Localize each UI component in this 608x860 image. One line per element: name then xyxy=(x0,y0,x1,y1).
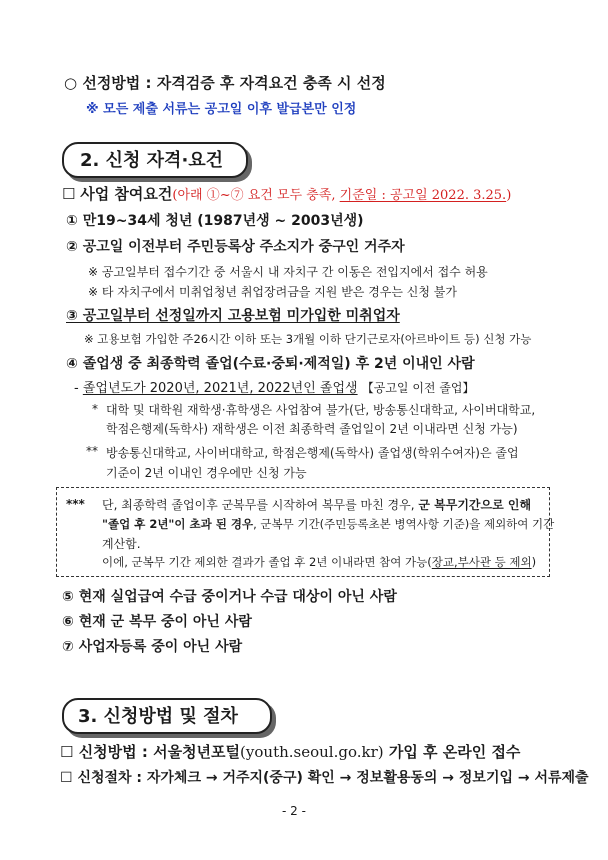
requirement-item-3: ③ 공고일부터 선정일까지 고용보험 미가입한 미취업자 xyxy=(66,308,400,324)
requirement-item-6: ⑥ 현재 군 복무 중이 아닌 사람 xyxy=(62,614,252,630)
box-line-2-plain: , 군복무 기간(주민등록초본 병역사항 기준)을 제외하여 기간 xyxy=(253,517,555,531)
item4-graduation-year-line xyxy=(74,377,475,396)
requirements-line xyxy=(62,183,511,204)
star-note-1-line-1: 대학 및 대학원 재학생·휴학생은 사업참여 불가(단, 방송통신대학교, 사이버대학교, xyxy=(106,403,536,417)
box-line-2 xyxy=(102,516,554,532)
application-method-line xyxy=(60,741,520,762)
requirements-paren-open: (아래 ①~⑦ 요건 모두 충족, xyxy=(172,188,340,203)
requirement-item-2: ② 공고일 이전부터 주민등록상 주소지가 중구인 거주자 xyxy=(66,239,405,255)
graduation-year-text: 졸업년도가 2020년, 2021년, 2022년인 졸업생 xyxy=(82,381,358,396)
method-text-a: 신청방법 : 서울청년포털 xyxy=(78,743,241,761)
section3-title: 3. 신청방법 및 절차 xyxy=(78,706,238,727)
selection-method-line xyxy=(64,72,386,93)
requirement-item-4: ④ 졸업생 중 최종학력 졸업(수료·중퇴·제적일) 후 2년 이내인 사람 xyxy=(66,356,475,372)
requirements-checkbox: ☐ xyxy=(62,185,76,203)
requirements-label: 사업 참여요건 xyxy=(80,185,173,203)
box-line-3: 계산함. xyxy=(102,537,141,551)
section2-title: 2. 신청 자격·요건 xyxy=(80,150,224,171)
requirement-item-1: ① 만19~34세 청년 (1987년생 ~ 2003년생) xyxy=(66,213,364,229)
star-mark-1: * xyxy=(92,402,98,416)
star-mark-2: ** xyxy=(86,444,98,458)
requirements-paren-close: ) xyxy=(506,188,512,203)
method-checkbox: ☐ xyxy=(60,743,74,761)
box-line-1-bold: 군 복무기간으로 인해 xyxy=(418,498,532,512)
graduation-tag: 【공고일 이전 졸업】 xyxy=(361,381,475,395)
box-line-1 xyxy=(102,496,531,513)
item2-note-1: ※ 공고일부터 접수기간 중 서울시 내 자치구 간 이동은 전입지에서 접수 허용 xyxy=(88,265,488,279)
item3-note: ※ 고용보험 가입한 주26시간 이하 또는 3개월 이하 단기근로자(아르바이트 등) 신청 가능 xyxy=(84,332,532,346)
star-note-1-line-2: 학점은행제(독학사) 재학생은 이전 최종학력 졸업일이 2년 이내라면 신청 가능) xyxy=(106,422,518,436)
youth-portal-url: (youth.seoul.go.kr) xyxy=(240,743,384,761)
method-text-b: 가입 후 온라인 접수 xyxy=(383,743,521,761)
procedure-text: 신청절차 : 자가체크 → 거주지(중구) 확인 → 정보활용동의 → 정보기입 → 서류제출 xyxy=(77,770,589,786)
application-procedure-line xyxy=(60,767,589,787)
box-line-1-plain: 단, 최종학력 졸업이후 군복무를 시작하여 복무를 마친 경우, xyxy=(102,498,419,512)
dash-bullet: - xyxy=(74,381,79,396)
page-number: - 2 - xyxy=(282,804,306,818)
procedure-checkbox: ☐ xyxy=(60,770,73,786)
requirement-item-7: ⑦ 사업자등록 중이 아닌 사람 xyxy=(62,639,243,655)
box-line-4-close: ) xyxy=(531,555,537,569)
item2-note-2: ※ 타 자치구에서 미취업청년 취업장려금을 지원 받은 경우는 신청 불가 xyxy=(88,285,457,299)
box-line-2-bold: "졸업 후 2년"이 초과 된 경우 xyxy=(102,517,254,531)
box-line-4-plain: 이에, 군복무 기간 제외한 결과가 졸업 후 2년 이내라면 참여 가능( xyxy=(102,555,432,569)
selection-note: ※ 모든 제출 서류는 공고일 이후 발급본만 인정 xyxy=(86,102,357,117)
circle-bullet: ○ xyxy=(64,74,78,92)
star-note-2-line-2: 기준이 2년 이내인 경우에만 신청 가능 xyxy=(106,466,307,480)
reference-date: 기준일 : 공고일 2022. 3.25. xyxy=(339,188,507,203)
box-line-4 xyxy=(102,554,536,570)
requirement-item-5: ⑤ 현재 실업급여 수급 중이거나 수급 대상이 아닌 사람 xyxy=(62,589,397,605)
triple-star-mark: *** xyxy=(66,497,85,511)
selection-method-text: 선정방법 : 자격검증 후 자격요건 충족 시 선정 xyxy=(82,74,386,92)
box-line-4-underlined: 장교,부사관 등 제외 xyxy=(431,555,532,569)
star-note-2-line-1: 방송통신대학교, 사이버대학교, 학점은행제(독학사) 졸업생(학위수여자)은 졸업 xyxy=(106,446,519,460)
